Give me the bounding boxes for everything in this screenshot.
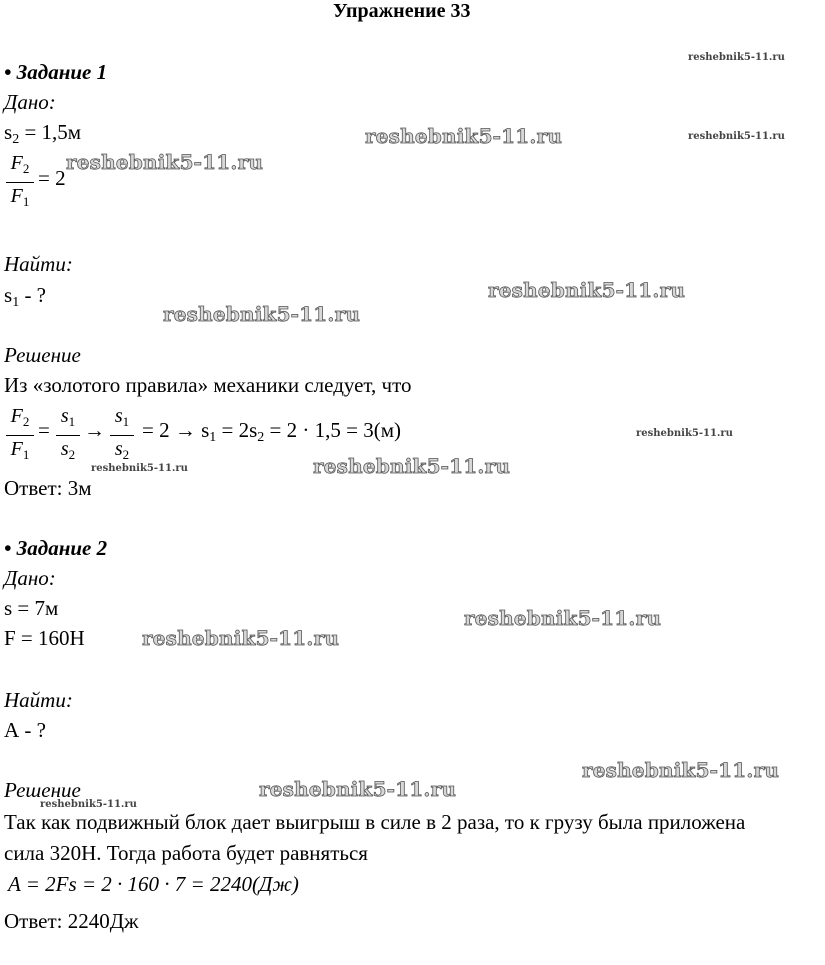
- task1-solution-label: Решение: [4, 343, 81, 367]
- fraction-bar: [6, 435, 34, 436]
- task2-given-label: Дано:: [4, 566, 56, 590]
- fraction-bar: [6, 182, 34, 183]
- s2-symbol: s: [4, 120, 13, 144]
- task1-given-s2: [4, 120, 81, 148]
- formula-part3: = 2 → s: [142, 418, 210, 442]
- s2-subscript: 2: [12, 132, 20, 147]
- s1-sub: 1: [122, 414, 130, 429]
- watermark: reshebnik5-11.ru: [259, 777, 457, 801]
- task2-solution-line1: Так как подвижный блок дает выигрыш в силе в 2 раза, то к грузу была приложена: [4, 810, 746, 834]
- s1-sub: 1: [68, 414, 76, 429]
- s2: s: [60, 438, 69, 460]
- fraction-bar: [56, 435, 80, 436]
- formula-part3-sub: 1: [209, 430, 217, 445]
- s2: s: [114, 438, 123, 460]
- task1-answer: Ответ: 3м: [4, 476, 92, 500]
- watermark: reshebnik5-11.ru: [313, 454, 511, 478]
- task2-given-s: s = 7м: [4, 596, 59, 620]
- watermark: reshebnik5-11.ru: [464, 606, 662, 630]
- f2-sub: 2: [22, 414, 30, 429]
- ratio-num: F: [10, 152, 23, 174]
- task1-given-label: Дано:: [4, 90, 56, 114]
- watermark: reshebnik5-11.ru: [488, 278, 686, 302]
- formula-part4: = 2s: [216, 418, 258, 442]
- watermark: reshebnik5-11.ru: [66, 150, 264, 174]
- formula-f2-f1: [6, 405, 34, 466]
- watermark-small: reshebnik5-11.ru: [688, 52, 785, 63]
- task2-heading: • Задание 2: [4, 536, 108, 560]
- formula-part5: = 2 · 1,5 = 3(м): [264, 418, 401, 442]
- s1-symbol: s: [4, 283, 13, 307]
- task1-heading: • Задание 1: [4, 60, 108, 84]
- formula-eq-1: =: [38, 418, 50, 442]
- task1-given-ratio: [6, 152, 34, 213]
- ratio-value: = 2: [38, 166, 66, 190]
- watermark-small: reshebnik5-11.ru: [688, 131, 785, 142]
- watermark-small: reshebnik5-11.ru: [40, 799, 137, 810]
- formula-rest: [142, 418, 401, 446]
- f2: F: [10, 405, 23, 427]
- ratio-den: F: [10, 185, 23, 207]
- formula-s1-s2-a: [56, 405, 80, 466]
- watermark: reshebnik5-11.ru: [142, 626, 340, 650]
- formula-arrow: →: [84, 418, 105, 442]
- page-title: Упражнение 33: [333, 0, 471, 22]
- formula-part4-sub: 2: [257, 430, 265, 445]
- task2-solution-label: Решение: [4, 778, 81, 802]
- s2-sub: 2: [68, 447, 76, 462]
- watermark: reshebnik5-11.ru: [163, 302, 361, 326]
- task2-given-f: F = 160Н: [4, 626, 85, 650]
- task1-find-label: Найти:: [4, 252, 73, 276]
- task2-solution-line2: сила 320Н. Тогда работа будет равняться: [4, 841, 368, 865]
- task2-find-label: Найти:: [4, 688, 73, 712]
- f1: F: [10, 438, 23, 460]
- watermark: reshebnik5-11.ru: [365, 124, 563, 148]
- s2-sub: 2: [122, 447, 130, 462]
- watermark-small: reshebnik5-11.ru: [636, 428, 733, 439]
- s1-subscript: 1: [12, 295, 20, 310]
- formula-s1-s2-b: [110, 405, 134, 466]
- s1: s: [114, 405, 123, 427]
- task2-answer: Ответ: 2240Дж: [4, 909, 139, 933]
- task2-find: А - ?: [4, 718, 46, 742]
- watermark-small: reshebnik5-11.ru: [91, 463, 188, 474]
- fraction-bar: [110, 435, 134, 436]
- task1-solution-text: Из «золотого правила» механики следует, что: [4, 373, 412, 397]
- ratio-num-sub: 2: [22, 161, 30, 176]
- f1-sub: 1: [22, 447, 30, 462]
- s1: s: [60, 405, 69, 427]
- s2-value: = 1,5м: [19, 120, 82, 144]
- find-rest: - ?: [19, 283, 47, 307]
- ratio-den-sub: 1: [22, 194, 30, 209]
- watermark: reshebnik5-11.ru: [582, 758, 780, 782]
- task1-find: [4, 283, 46, 311]
- task2-formula: A = 2Fs = 2 · 160 · 7 = 2240(Дж): [8, 872, 299, 896]
